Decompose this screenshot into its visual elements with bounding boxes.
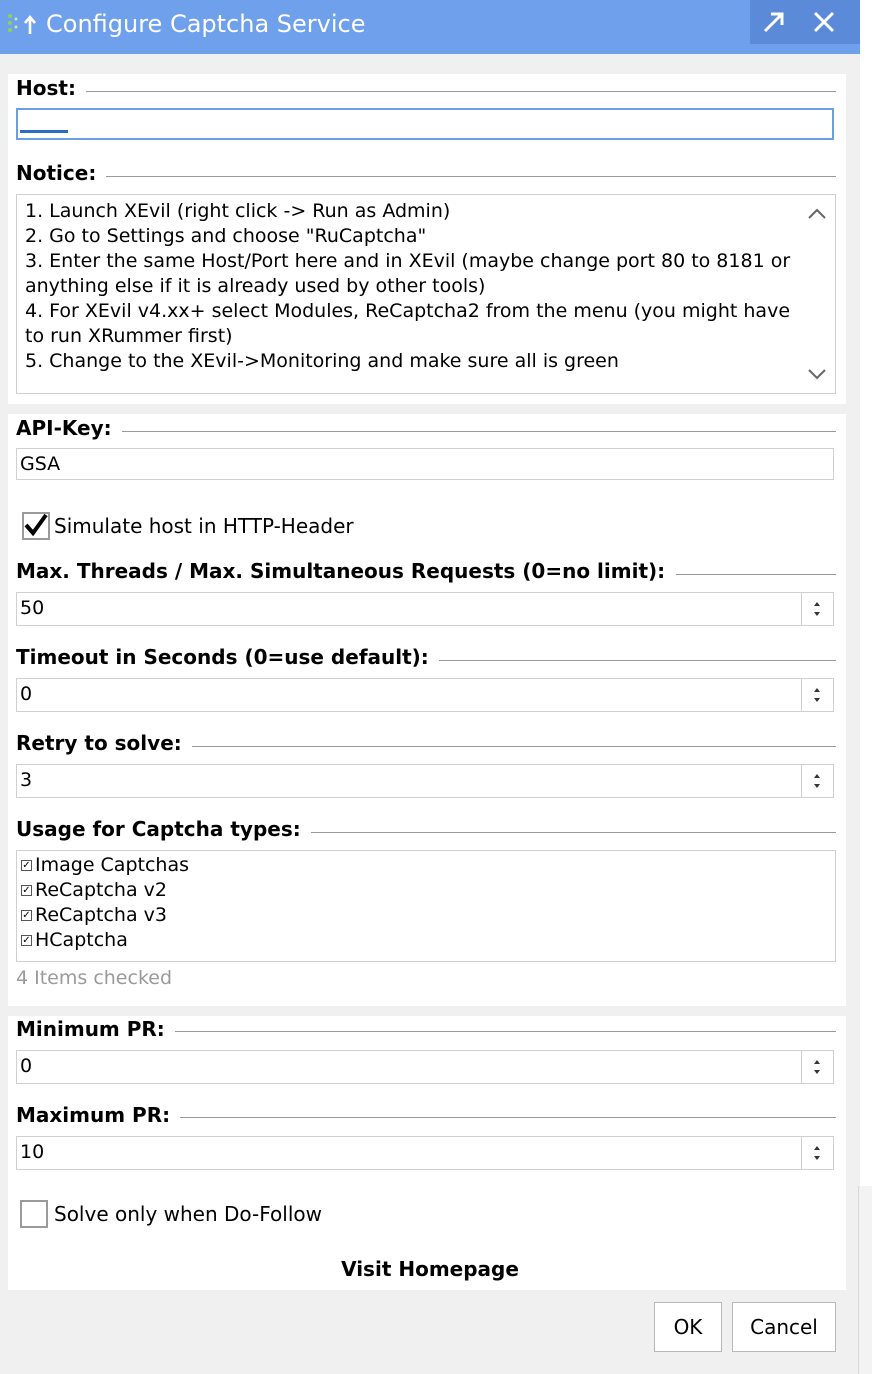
- window-title: Configure Captcha Service: [46, 10, 366, 38]
- retry-label: Retry to solve:: [16, 731, 192, 755]
- api-key-label: API-Key:: [16, 416, 122, 440]
- pin-icon: [761, 9, 787, 35]
- checkmark-icon: [23, 512, 49, 538]
- item-checkbox[interactable]: ✓: [22, 910, 31, 921]
- ok-button[interactable]: OK: [654, 1302, 722, 1352]
- notice-separator: [100, 176, 836, 177]
- title-buttons: [750, 0, 860, 44]
- captcha-types-separator: [308, 832, 836, 833]
- notice-line-5: 4. For XEvil v4.xx+ select Modules, ReCaptcha2 from the menu (you might have: [25, 300, 791, 322]
- max-threads-label: Max. Threads / Max. Simultaneous Requests (0=no limit):: [16, 559, 675, 583]
- pin-button[interactable]: [750, 0, 798, 44]
- min-pr-separator: [170, 1031, 836, 1032]
- max-threads-separator: [676, 574, 836, 575]
- max-pr-label: Maximum PR:: [16, 1103, 180, 1127]
- title-bar[interactable]: [0, 0, 860, 54]
- api-key-input[interactable]: GSA: [16, 448, 834, 480]
- notice-line-1: 1. Launch XEvil (right click -> Run as Admin): [25, 200, 451, 222]
- app-icon: [4, 8, 40, 40]
- max-threads-input[interactable]: 50: [16, 592, 834, 626]
- simulate-host-label: Simulate host in HTTP-Header: [54, 514, 354, 538]
- notice-line-7: 5. Change to the XEvil->Monitoring and make sure all is green: [25, 350, 619, 372]
- max-pr-spinner[interactable]: [801, 1137, 833, 1169]
- item-checkbox[interactable]: ✓: [22, 885, 31, 896]
- scroll-up-icon[interactable]: [807, 207, 827, 221]
- item-checkbox[interactable]: ✓: [22, 860, 31, 871]
- timeout-input[interactable]: 0: [16, 678, 834, 712]
- min-pr-label: Minimum PR:: [16, 1017, 175, 1041]
- scroll-down-icon[interactable]: [807, 367, 827, 381]
- max-pr-input[interactable]: 10: [16, 1136, 834, 1170]
- notice-textbox[interactable]: [16, 194, 836, 394]
- max-threads-spinner[interactable]: [801, 593, 833, 625]
- notice-line-6: to run XRummer first): [25, 325, 233, 347]
- close-icon: [812, 10, 836, 34]
- max-pr-separator: [180, 1117, 836, 1118]
- item-checkbox[interactable]: ✓: [22, 935, 31, 946]
- notice-line-2: 2. Go to Settings and choose "RuCaptcha": [25, 225, 427, 247]
- retry-spinner[interactable]: [801, 765, 833, 797]
- notice-line-4: anything else if it is already used by other tools): [25, 275, 486, 297]
- visit-homepage-link[interactable]: Visit Homepage: [341, 1257, 519, 1281]
- captcha-types-label: Usage for Captcha types:: [16, 817, 311, 841]
- notice-line-3: 3. Enter the same Host/Port here and in XEvil (maybe change port 80 to 8181 or: [25, 250, 791, 272]
- background-window-edge: [860, 1186, 872, 1374]
- host-separator: [80, 91, 836, 92]
- dofollow-label: Solve only when Do-Follow: [54, 1202, 322, 1226]
- text-cursor-marker: [20, 130, 68, 133]
- notice-label: Notice:: [16, 161, 106, 185]
- checked-count-status: 4 Items checked: [16, 967, 173, 989]
- retry-separator: [190, 746, 836, 747]
- host-input[interactable]: [16, 108, 834, 140]
- timeout-spinner[interactable]: [801, 679, 833, 711]
- min-pr-spinner[interactable]: [801, 1051, 833, 1083]
- captcha-types-list: ✓ Image Captchas ✓ ReCaptcha v2 ✓ ReCaptcha v3 ✓ HCaptcha: [16, 850, 836, 962]
- api-key-separator: [120, 431, 836, 432]
- retry-input[interactable]: 3: [16, 764, 834, 798]
- close-button[interactable]: [800, 0, 848, 44]
- cancel-button[interactable]: Cancel: [732, 1302, 836, 1352]
- timeout-separator: [436, 660, 836, 661]
- min-pr-input[interactable]: 0: [16, 1050, 834, 1084]
- simulate-host-checkbox[interactable]: [22, 512, 50, 540]
- host-label: Host:: [16, 76, 86, 100]
- timeout-label: Timeout in Seconds (0=use default):: [16, 645, 439, 669]
- dofollow-checkbox[interactable]: [20, 1200, 48, 1228]
